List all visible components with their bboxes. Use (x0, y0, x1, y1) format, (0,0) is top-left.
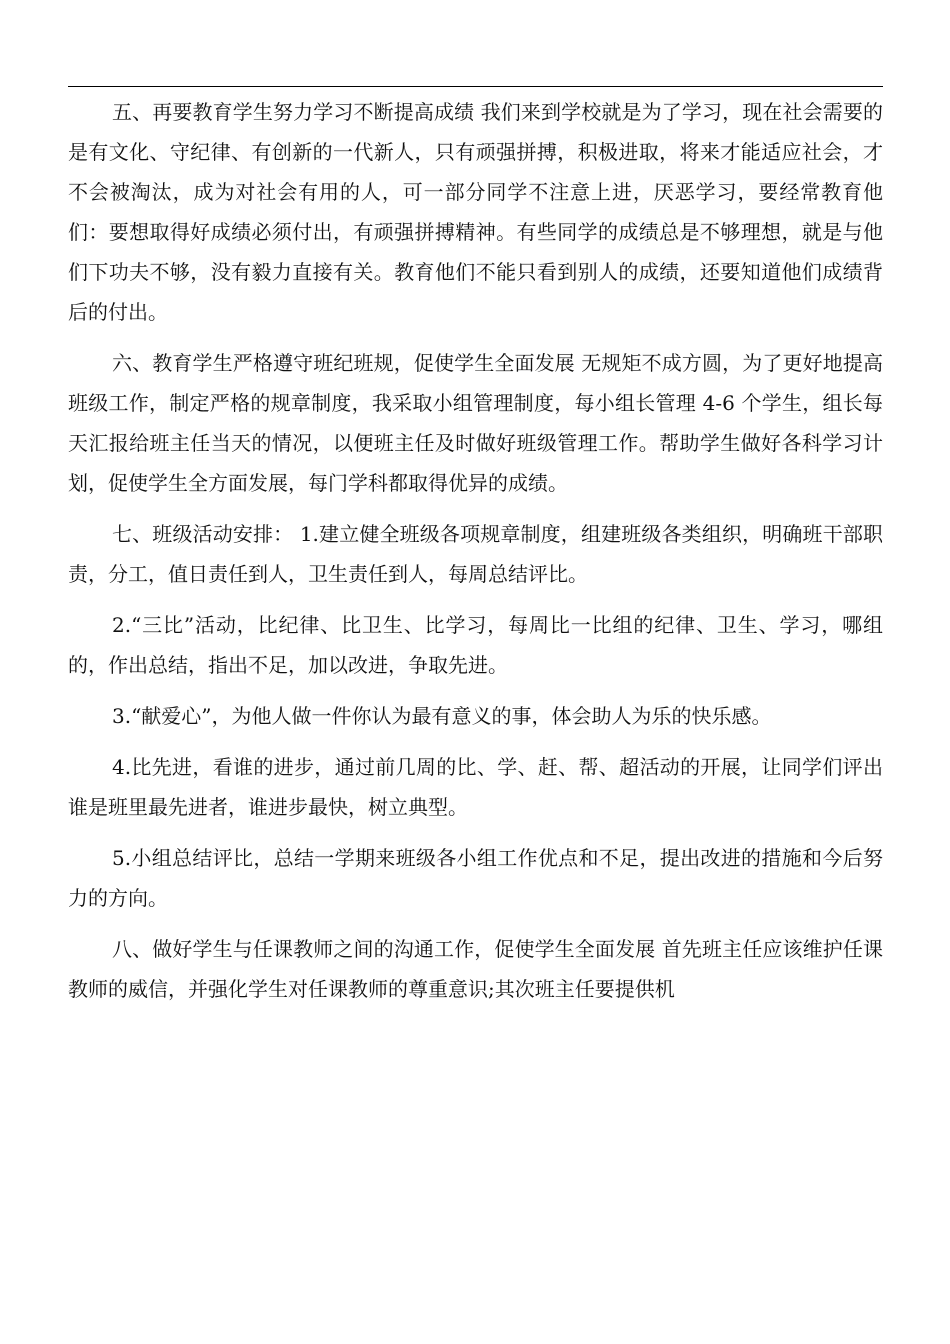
paragraph-five-study: 五、再要教育学生努力学习不断提高成绩 我们来到学校就是为了学习，现在社会需要的是有文化、守纪律、有创新的一代新人，只有顽强拼搏，积极进取，将来才能适应社会，才不会被淘汰，成为对社会有用的人，可一部分同学不注意上进，厌恶学习，要经常教育他们：要想取得好成绩必须付出，有顽强拼搏精神。有些同学的成绩总是不够理想，就是与他们下功夫不够，没有毅力直接有关。教育他们不能只看到别人的成绩，还要知道他们成绩背后的付出。 (68, 100, 883, 324)
paragraph-activity-2: 2.“三比”活动，比纪律、比卫生、比学习，每周比一比组的纪律、卫生、学习，哪组的，作出总结，指出不足，加以改进，争取先进。 (68, 613, 883, 677)
paragraph-six-class-rules: 六、教育学生严格遵守班纪班规，促使学生全面发展 无规矩不成方圆，为了更好地提高班级工作，制定严格的规章制度，我采取小组管理制度，每小组长管理 4-6 个学生，组长每天汇报给班主任当天的情况，以便班主任及时做好班级管理工作。帮助学生做好各科学习计划，促使学生全方面发展，每门学科都取得优异的成绩。 (68, 351, 883, 495)
paragraph-seven-activities: 七、班级活动安排： 1.建立健全班级各项规章制度，组建班级各类组织，明确班干部职责，分工，值日责任到人，卫生责任到人，每周总结评比。 (68, 522, 883, 586)
paragraph-activity-4: 4.比先进，看谁的进步，通过前几周的比、学、赶、帮、超活动的开展，让同学们评出谁是班里最先进者，谁进步最快，树立典型。 (68, 755, 883, 819)
document-body (68, 92, 883, 1020)
paragraph-activity-3: 3.“献爱心”，为他人做一件你认为最有意义的事，体会助人为乐的快乐感。 (112, 704, 772, 728)
paragraph-eight-communication: 八、做好学生与任课教师之间的沟通工作，促使学生全面发展 首先班主任应该维护任课教师的威信，并强化学生对任课教师的尊重意识;其次班主任要提供机 (68, 937, 883, 1001)
paragraph-activity-5: 5.小组总结评比，总结一学期来班级各小组工作优点和不足，提出改进的措施和今后努力的方向。 (68, 846, 883, 910)
header-rule (68, 86, 883, 87)
